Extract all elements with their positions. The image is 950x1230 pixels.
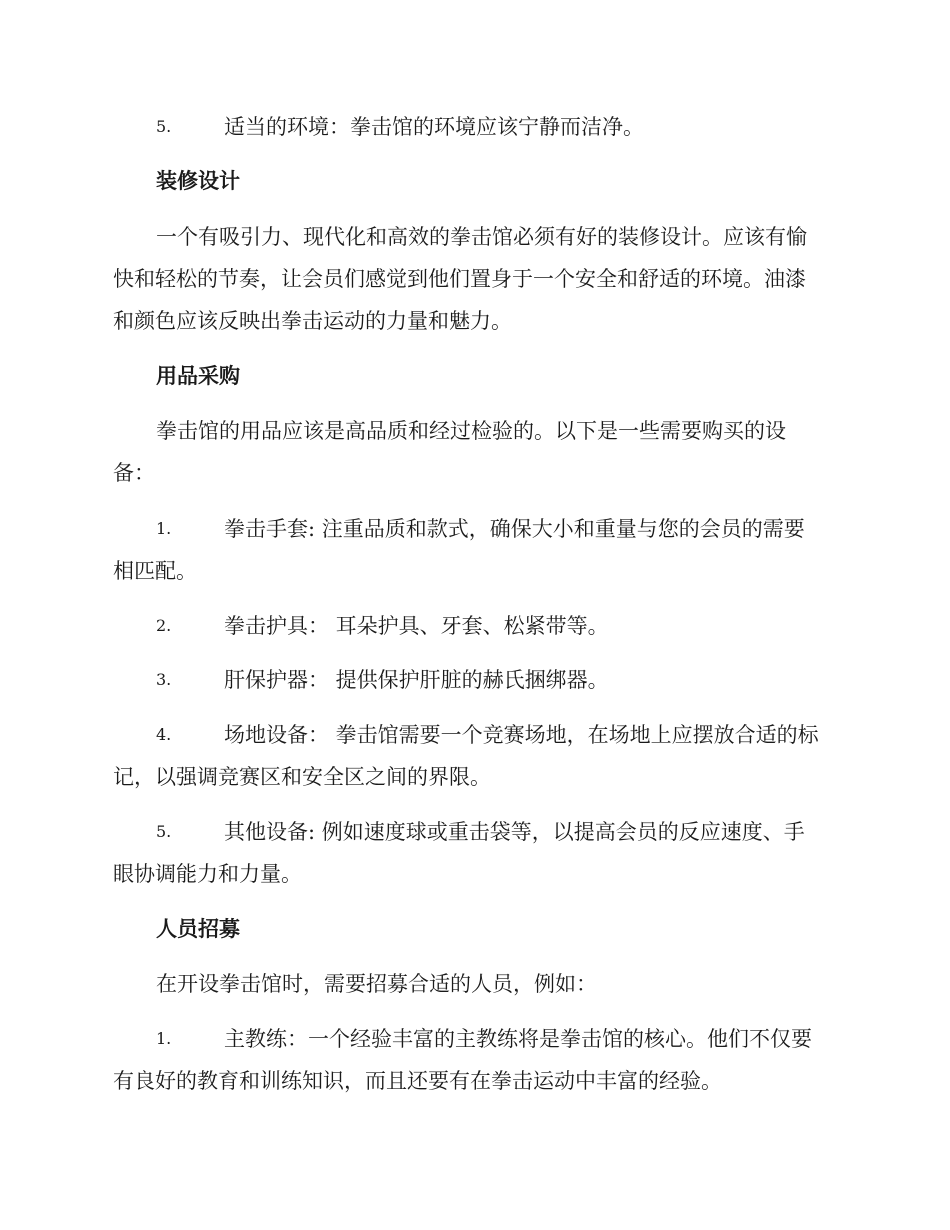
section-heading-recruiting: 人员招募 bbox=[156, 917, 240, 941]
paragraph-line: 在开设拳击馆时，需要招募合适的人员，例如： bbox=[156, 972, 597, 996]
section-heading-purchasing: 用品采购 bbox=[156, 364, 240, 388]
list-item-number: 1. bbox=[156, 1029, 172, 1048]
list-item-continuation: 眼协调能力和力量。 bbox=[113, 862, 302, 886]
list-item-continuation: 有良好的教育和训练知识，而且还要有在拳击运动中丰富的经验。 bbox=[113, 1069, 722, 1093]
list-item-text: 拳击护具： 耳朵护具、牙套、松紧带等。 bbox=[224, 614, 609, 638]
list-item-text: 场地设备： 拳击馆需要一个竞赛场地，在场地上应摆放合适的标 bbox=[224, 723, 819, 747]
paragraph-line: 备： bbox=[113, 461, 155, 485]
list-item-text: 主教练：一个经验丰富的主教练将是拳击馆的核心。他们不仅要 bbox=[224, 1027, 812, 1051]
section-heading-decoration: 装修设计 bbox=[156, 169, 240, 193]
list-item-number: 5. bbox=[156, 822, 172, 841]
paragraph-line: 一个有吸引力、现代化和高效的拳击馆必须有好的装修设计。应该有愉 bbox=[156, 225, 807, 249]
list-item-number: 1. bbox=[156, 519, 172, 538]
list-item-text: 肝保护器： 提供保护肝脏的赫氏捆绑器。 bbox=[224, 668, 609, 692]
list-item-number: 5. bbox=[156, 117, 172, 136]
paragraph-line: 和颜色应该反映出拳击运动的力量和魅力。 bbox=[113, 309, 512, 333]
list-item-text: 其他设备: 例如速度球或重击袋等，以提高会员的反应速度、手 bbox=[224, 820, 805, 844]
list-item-continuation: 记，以强调竞赛区和安全区之间的界限。 bbox=[113, 765, 491, 789]
list-item-text: 适当的环境：拳击馆的环境应该宁静而洁净。 bbox=[224, 115, 644, 139]
list-item-number: 3. bbox=[156, 670, 172, 689]
paragraph-line: 快和轻松的节奏，让会员们感觉到他们置身于一个安全和舒适的环境。油漆 bbox=[113, 267, 806, 291]
list-item-continuation: 相匹配。 bbox=[113, 559, 197, 583]
list-item-number: 4. bbox=[156, 725, 172, 744]
paragraph-line: 拳击馆的用品应该是高品质和经过检验的。以下是一些需要购买的设 bbox=[156, 419, 786, 443]
list-item-text: 拳击手套: 注重品质和款式，确保大小和重量与您的会员的需要 bbox=[224, 517, 805, 541]
list-item-number: 2. bbox=[156, 616, 172, 635]
